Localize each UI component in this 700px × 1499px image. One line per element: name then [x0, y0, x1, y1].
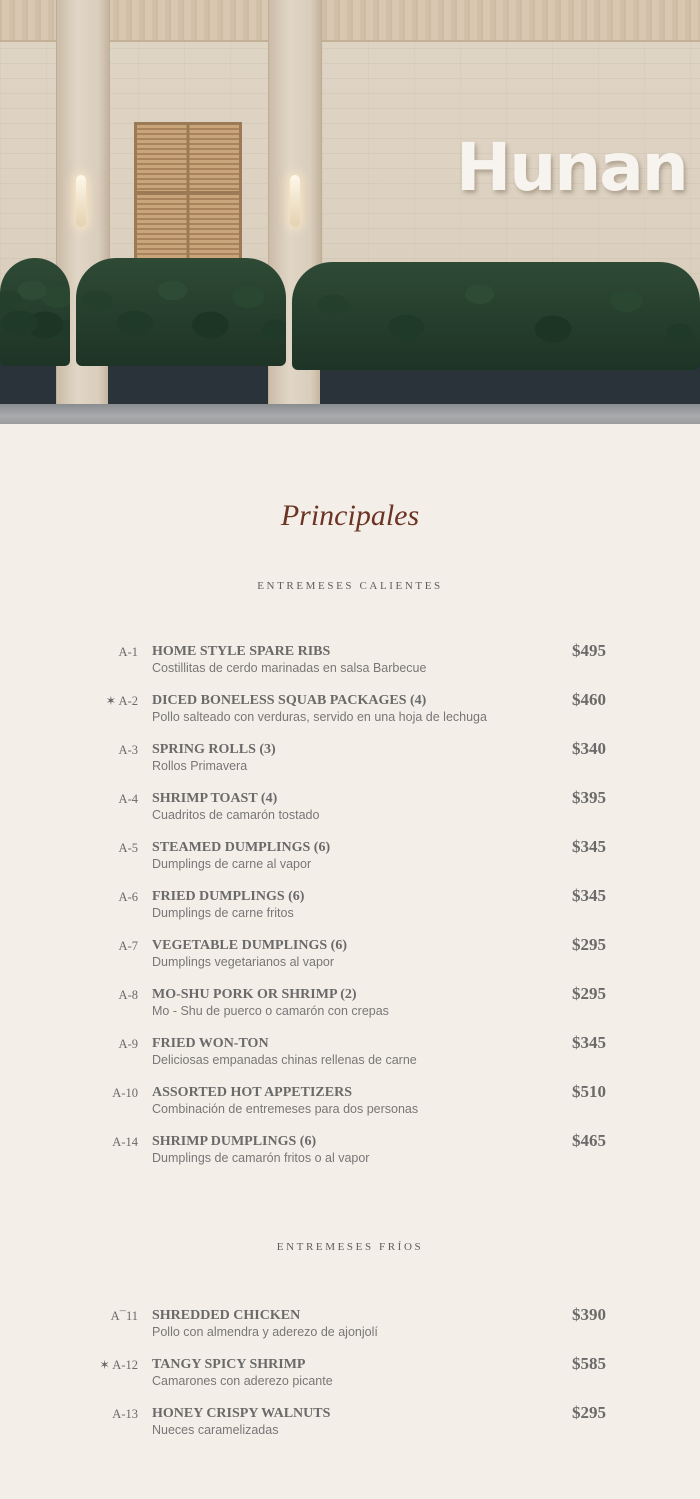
item-name: TANGY SPICY SHRIMP — [152, 1357, 306, 1372]
item-description: Camarones con aderezo picante — [152, 1374, 333, 1388]
item-name: SHREDDED CHICKEN — [152, 1308, 301, 1323]
item-description: Mo - Shu de puerco o camarón con crepas — [152, 1004, 389, 1018]
item-price: $465 — [572, 1131, 606, 1150]
item-code: A-1 — [118, 645, 138, 659]
item-code: ✶ A-12 — [99, 1358, 138, 1372]
menu-item — [0, 986, 700, 1035]
plant-foliage — [292, 262, 700, 370]
menu-item — [0, 790, 700, 839]
item-name: DICED BONELESS SQUAB PACKAGES (4) — [152, 693, 427, 708]
menu-item — [0, 1035, 700, 1084]
item-price: $295 — [572, 935, 606, 954]
item-description: Pollo salteado con verduras, servido en una hoja de lechuga — [152, 710, 487, 724]
section-title-hot-appetizers: ENTREMESES CALIENTES — [257, 580, 443, 592]
item-description: Dumplings vegetarianos al vapor — [152, 955, 335, 969]
menu-item — [0, 643, 700, 692]
menu-item — [0, 1356, 700, 1405]
menu-item — [0, 692, 700, 741]
item-name: STEAMED DUMPLINGS (6) — [152, 840, 331, 855]
item-description: Dumplings de camarón fritos o al vapor — [152, 1151, 370, 1165]
item-name: ASSORTED HOT APPETIZERS — [152, 1085, 352, 1100]
item-code: A-9 — [118, 1037, 138, 1051]
item-price: $345 — [572, 837, 606, 856]
item-code: A-13 — [112, 1407, 138, 1421]
item-price: $295 — [572, 984, 606, 1003]
item-name: HOME STYLE SPARE RIBS — [152, 644, 331, 659]
item-price: $390 — [572, 1305, 606, 1324]
wall-sconce-right — [290, 175, 300, 227]
menu-item — [0, 839, 700, 888]
item-name: SPRING ROLLS (3) — [152, 742, 276, 757]
item-description: Dumplings de carne fritos — [152, 906, 294, 920]
item-name: VEGETABLE DUMPLINGS (6) — [152, 938, 347, 953]
item-price: $460 — [572, 690, 606, 709]
menu-item — [0, 1307, 700, 1356]
item-name: HONEY CRISPY WALNUTS — [152, 1406, 331, 1421]
item-description: Cuadritos de camarón tostado — [152, 808, 320, 822]
item-description: Deliciosas empanadas chinas rellenas de carne — [152, 1053, 417, 1067]
plant-foliage — [76, 258, 286, 366]
item-price: $340 — [572, 739, 606, 758]
item-name: FRIED WON-TON — [152, 1036, 269, 1051]
item-code: A-3 — [118, 743, 138, 757]
menu-item — [0, 741, 700, 790]
menu-item — [0, 937, 700, 986]
item-code: A¯11 — [110, 1309, 138, 1323]
item-code: A-7 — [118, 939, 138, 953]
item-price: $585 — [572, 1354, 606, 1373]
item-description: Dumplings de carne al vapor — [152, 857, 312, 871]
item-price: $510 — [572, 1082, 606, 1101]
wall-sconce-left — [76, 175, 86, 227]
section-title-cold-appetizers: ENTREMESES FRÍOS — [276, 1241, 424, 1253]
menu-item — [0, 888, 700, 937]
menu-item — [0, 1405, 700, 1454]
item-code: A-6 — [118, 890, 138, 904]
item-description: Combinación de entremeses para dos personas — [152, 1102, 419, 1116]
item-price: $295 — [572, 1403, 606, 1422]
hunan-logo-sign: Hunan — [456, 129, 687, 206]
menu-item — [0, 1084, 700, 1133]
item-name: FRIED DUMPLINGS (6) — [152, 889, 305, 904]
sidewalk — [0, 404, 700, 424]
item-code: A-10 — [112, 1086, 138, 1100]
menu-item — [0, 1133, 700, 1182]
menu-list-cold-appetizers — [0, 1307, 700, 1454]
item-description: Nueces caramelizadas — [152, 1423, 279, 1437]
item-price: $345 — [572, 886, 606, 905]
hero-storefront-image — [0, 0, 700, 424]
item-description: Rollos Primavera — [152, 759, 248, 773]
item-price: $345 — [572, 1033, 606, 1052]
page-title: Principales — [280, 499, 420, 532]
item-code: A-14 — [112, 1135, 138, 1149]
item-code: ✶ A-2 — [105, 694, 138, 708]
plant-foliage — [0, 258, 70, 366]
item-name: SHRIMP TOAST (4) — [152, 791, 278, 806]
item-code: A-4 — [118, 792, 138, 806]
item-description: Costillitas de cerdo marinadas en salsa Barbecue — [152, 661, 427, 675]
item-code: A-5 — [118, 841, 138, 855]
menu-list-hot-appetizers — [0, 643, 700, 1182]
item-code: A-8 — [118, 988, 138, 1002]
item-price: $395 — [572, 788, 606, 807]
item-price: $495 — [572, 641, 606, 660]
item-description: Pollo con almendra y aderezo de ajonjolí — [152, 1325, 378, 1339]
item-name: MO-SHU PORK OR SHRIMP (2) — [152, 987, 357, 1002]
item-name: SHRIMP DUMPLINGS (6) — [152, 1134, 317, 1149]
